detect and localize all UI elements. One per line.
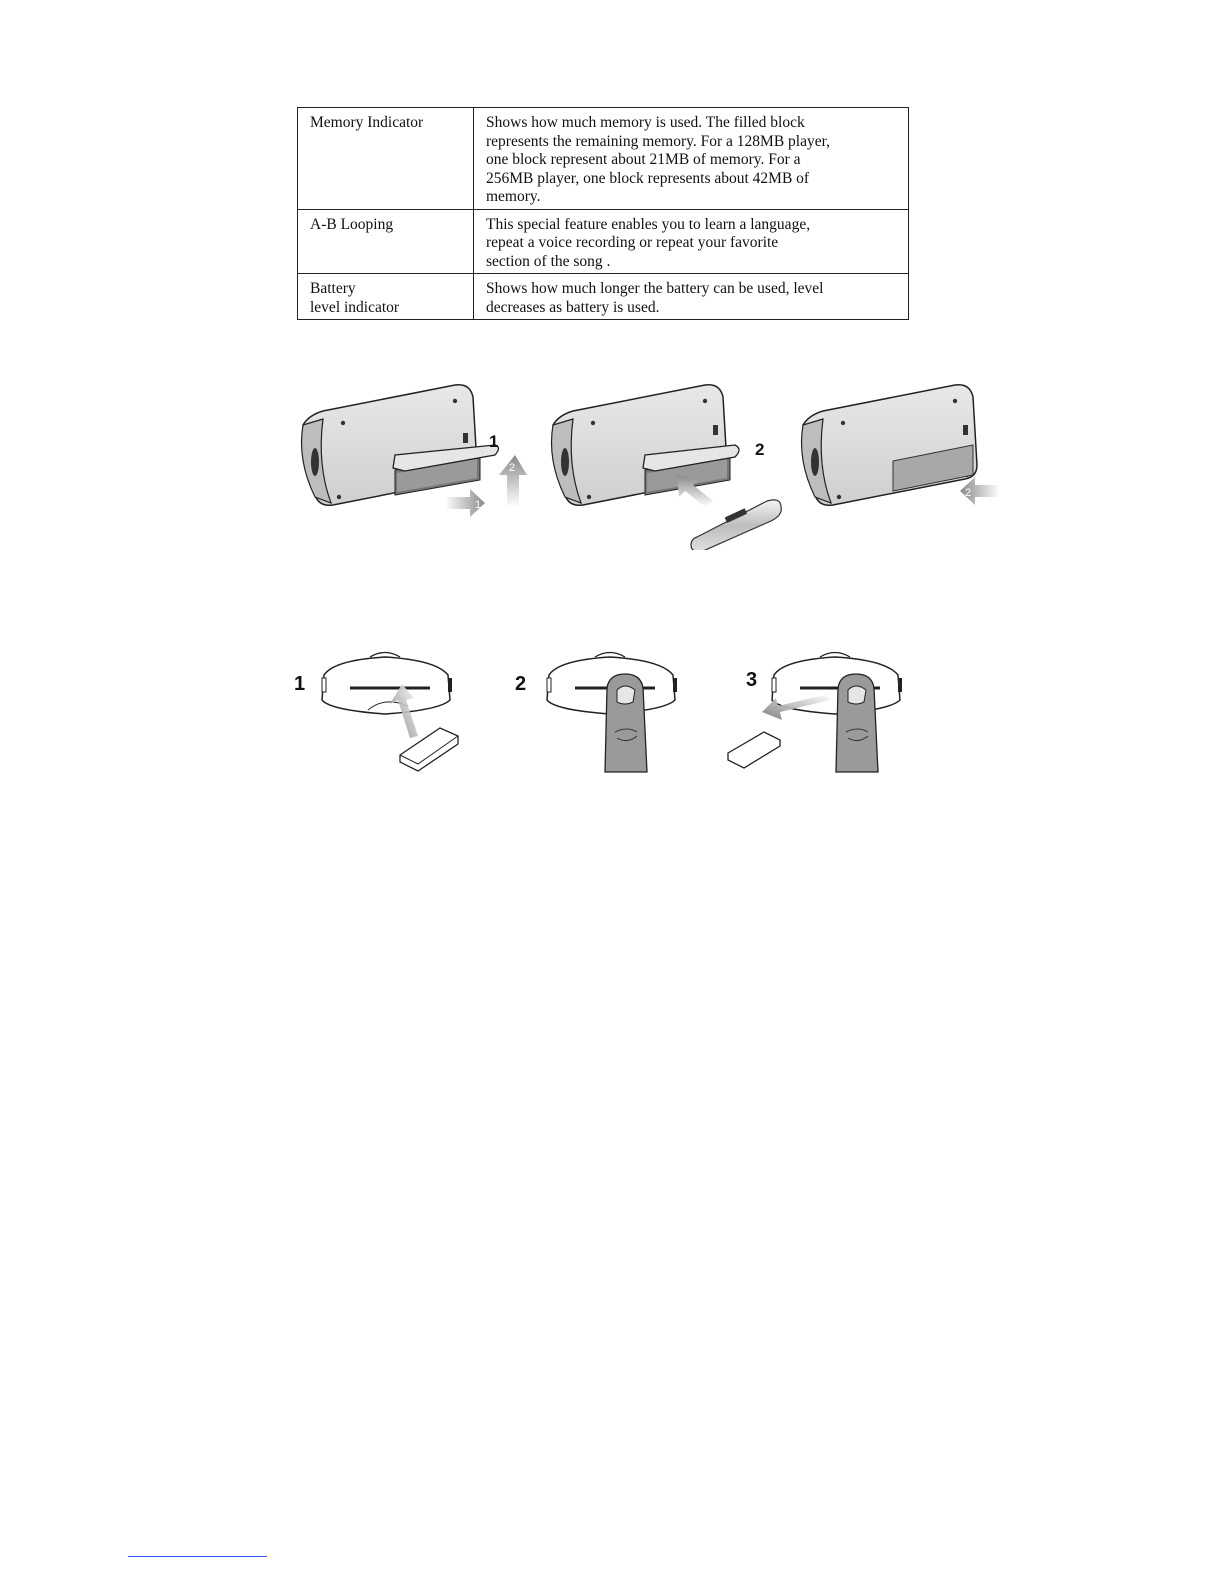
player-device-step3 <box>802 385 1001 506</box>
finger-icon <box>836 674 878 772</box>
memory-card-figure <box>290 640 920 780</box>
feature-table <box>297 107 909 320</box>
arrow-step-label: 2 <box>965 487 972 499</box>
term-battery-level: Battery level indicator <box>310 280 400 316</box>
description-battery-level: Shows how much longer the battery can be used, level decreases as battery is used. <box>486 280 824 316</box>
player-device-step1 <box>302 385 528 517</box>
table-row <box>298 274 909 320</box>
battery-cell-icon <box>691 500 781 550</box>
step-number: 3 <box>746 669 758 691</box>
player-device-step2 <box>552 385 782 550</box>
card-step-1 <box>294 653 458 772</box>
finger-icon <box>605 674 647 772</box>
card-step-2 <box>515 653 677 773</box>
arrow-step-label: 2 <box>509 462 516 474</box>
step-number: 2 <box>515 673 527 695</box>
term-ab-looping: A-B Looping <box>310 215 394 233</box>
table-row <box>298 209 909 274</box>
description-memory-indicator: Shows how much memory is used. The filled block represents the remaining memory. For a 128MB player, one block represent about 21MB of memory. For a 256MB player, one block represents about 42MB of memory. <box>486 114 831 205</box>
description-ab-looping: This special feature enables you to learn a language, repeat a voice recording or repeat your favorite section of the song . <box>486 215 811 270</box>
term-memory-indicator: Memory Indicator <box>310 114 424 131</box>
battery-installation-figure <box>295 375 1005 550</box>
card-step-3 <box>728 653 902 773</box>
callout-number: 2 <box>755 440 765 459</box>
step-number: 1 <box>294 673 306 695</box>
table-row <box>298 108 909 210</box>
callout-number: 1 <box>489 432 499 451</box>
arrow-step-label: 1 <box>475 499 482 511</box>
footnote-rule <box>128 1556 267 1557</box>
